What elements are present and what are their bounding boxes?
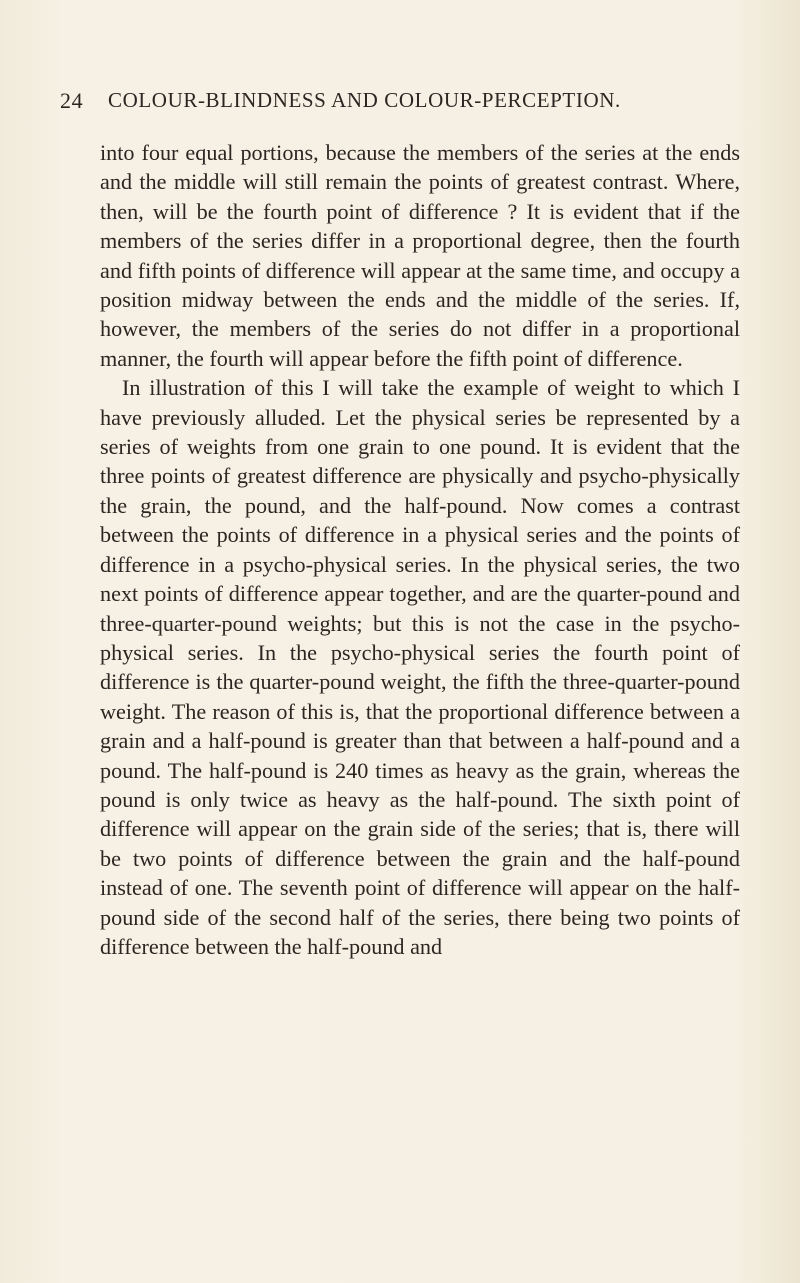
page-number: 24 — [60, 88, 84, 113]
page-header — [60, 88, 740, 114]
paragraph-continued: into four equal portions, because the members of the series at the ends and the middle will still remain the points of greatest contrast. Where, then, will be the fourth point of difference ? It is evident that if the members of the series differ in a proportional degree, then the fourth and fifth points of difference will appear at the same time, and occupy a position midway between the ends and the middle of the series. If, however, the members of the series do not differ in a proportional manner, the fourth will appear before the fifth point of difference. — [100, 140, 740, 371]
body-text — [100, 138, 740, 961]
paragraph-illustration: In illustration of this I will take the example of weight to which I have previously alluded. Let the physical series be represented by a series of weights from one grain to one pound. It is evident that the three points of greatest difference are physically and psycho-physically the grain, the pound, and the half-pound. Now comes a contrast between the points of difference in a physical series and the points of difference in a psycho-physical series. In the physical series, the two next points of difference appear together, and are the quarter-pound and three-quarter-pound weights; but this is not the case in the psycho-physical series. In the psycho-physical series the fourth point of difference is the quarter-pound weight, the fifth the three-quarter-pound weight. The reason of this is, that the proportional difference between a grain and a half-pound is greater than that between a half-pound and a pound. The half-pound is 240 times as heavy as the grain, whereas the pound is only twice as heavy as the half-pound. The sixth point of difference will appear on the grain side of the series; that is, there will be two points of difference between the grain and the half-pound instead of one. The seventh point of difference will appear on the half-pound side of the second half of the series, there being two points of difference between the half-pound and — [100, 375, 740, 959]
running-title: COLOUR-BLINDNESS AND COLOUR-PERCEPTION. — [108, 88, 621, 112]
